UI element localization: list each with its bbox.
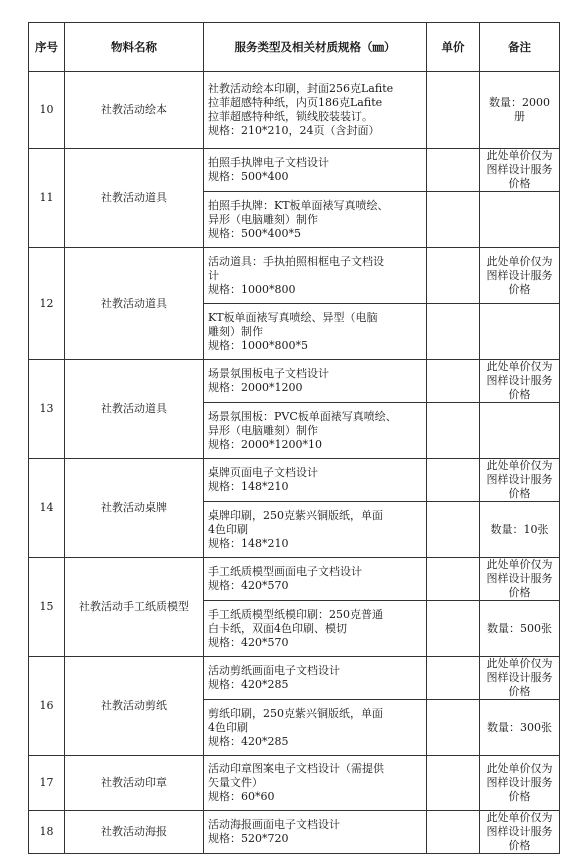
- spec-cell: [204, 192, 427, 248]
- material-name: 社教活动印章: [65, 756, 204, 811]
- spec-line: 场景氛围板电子文档设计: [208, 367, 329, 380]
- price-cell: [427, 403, 480, 459]
- material-name: 社教活动道具: [65, 149, 204, 248]
- spec-cell: [204, 811, 427, 854]
- table-row: [29, 558, 560, 601]
- spec-cell: [204, 657, 427, 700]
- spec-line: 计: [208, 268, 219, 282]
- spec-line: 矢量文件）: [208, 776, 263, 789]
- material-name: 社教活动剪纸: [65, 657, 204, 756]
- table-row: [29, 459, 560, 502]
- remark-cell: 数量：300张: [480, 700, 560, 756]
- material-name: 社教活动绘本: [65, 72, 204, 149]
- price-cell: [427, 558, 480, 601]
- header-price: 单价: [427, 23, 480, 72]
- remark-cell: 数量：10张: [480, 502, 560, 558]
- price-cell: [427, 459, 480, 502]
- price-cell: [427, 304, 480, 360]
- spec-cell: [204, 248, 427, 304]
- spec-cell: [204, 601, 427, 657]
- remark-cell: 此处单价仅为图样设计服务价格: [480, 811, 560, 854]
- price-cell: [427, 700, 480, 756]
- price-cell: [427, 502, 480, 558]
- spec-cell: [204, 149, 427, 192]
- table-row: [29, 811, 560, 854]
- header-row: [29, 23, 560, 72]
- spec-line: 规格：148*210: [208, 536, 289, 550]
- spec-line: 规格：520*720: [208, 832, 289, 845]
- spec-line: 桌牌页面电子文档设计: [208, 466, 318, 479]
- spec-line: 拍照手执牌：KT板单面裱写真喷绘、: [208, 198, 389, 212]
- price-cell: [427, 811, 480, 854]
- table-row: [29, 657, 560, 700]
- spec-cell: [204, 459, 427, 502]
- material-name: 社教活动道具: [65, 360, 204, 459]
- spec-line: 规格：500*400*5: [208, 226, 301, 240]
- remark-cell: 此处单价仅为图样设计服务价格: [480, 248, 560, 304]
- spec-cell: [204, 360, 427, 403]
- header-name: 物料名称: [65, 23, 204, 72]
- price-cell: [427, 192, 480, 248]
- remark-cell: 此处单价仅为图样设计服务价格: [480, 459, 560, 502]
- spec-line: 活动道具：手执拍照相框电子文档设: [208, 254, 384, 268]
- spec-line: 社教活动绘本印刷，封面256克Lafite: [208, 82, 394, 95]
- spec-line: 规格：420*570: [208, 579, 289, 592]
- spec-line: 4色印刷: [208, 720, 248, 734]
- spec-line: 雕刻）制作: [208, 324, 263, 338]
- header-remark: 备注: [480, 23, 560, 72]
- header-spec: 服务类型及相关材质规格（㎜）: [204, 23, 427, 72]
- price-cell: [427, 248, 480, 304]
- spec-line: 规格：2000*1200*10: [208, 437, 322, 451]
- remark-cell: 数量：500张: [480, 601, 560, 657]
- spec-line: 活动印章图案电子文档设计（需提供: [208, 762, 384, 775]
- price-cell: [427, 756, 480, 811]
- row-number: 17: [29, 756, 65, 811]
- price-cell: [427, 72, 480, 149]
- spec-cell: [204, 700, 427, 756]
- spec-cell: [204, 756, 427, 811]
- remark-cell: [480, 304, 560, 360]
- row-number: 13: [29, 360, 65, 459]
- spec-line: 桌牌印刷，250克紫兴铜版纸，单面: [208, 508, 383, 522]
- header-seq: 序号: [29, 23, 65, 72]
- spec-line: 规格：420*285: [208, 734, 289, 748]
- row-number: 14: [29, 459, 65, 558]
- remark-cell: [480, 192, 560, 248]
- spec-line: 规格：420*570: [208, 635, 289, 649]
- spec-line: 异形（电脑雕刻）制作: [208, 212, 318, 226]
- material-name: 社教活动道具: [65, 248, 204, 360]
- row-number: 16: [29, 657, 65, 756]
- spec-line: 活动海报画面电子文档设计: [208, 818, 340, 831]
- row-number: 11: [29, 149, 65, 248]
- spec-line: 异形（电脑雕刻）制作: [208, 423, 318, 437]
- spec-cell: [204, 72, 427, 149]
- spec-line: 手工纸质模型纸模印刷：250克普通: [208, 607, 383, 621]
- remark-cell: 此处单价仅为图样设计服务价格: [480, 149, 560, 192]
- spec-line: 拉菲超感特种纸，锁线胶装装订。: [208, 110, 373, 123]
- spec-line: 剪纸印刷，250克紫兴铜版纸，单面: [208, 706, 383, 720]
- spec-line: 规格：148*210: [208, 480, 289, 493]
- spec-line: 规格：1000*800: [208, 282, 296, 296]
- spec-line: 拍照手执牌电子文档设计: [208, 156, 329, 169]
- price-cell: [427, 360, 480, 403]
- spec-cell: [204, 403, 427, 459]
- row-number: 12: [29, 248, 65, 360]
- spec-cell: [204, 304, 427, 360]
- spec-line: 白卡纸，双面4色印刷、模切: [208, 621, 347, 635]
- spec-line: 场景氛围板：PVC板单面裱写真喷绘、: [208, 409, 397, 423]
- spec-line: 规格：2000*1200: [208, 381, 303, 394]
- spec-line: KT板单面裱写真喷绘、异型（电脑: [208, 310, 378, 324]
- row-number: 10: [29, 72, 65, 149]
- row-number: 15: [29, 558, 65, 657]
- material-name: 社教活动海报: [65, 811, 204, 854]
- spec-line: 规格：420*285: [208, 678, 289, 691]
- price-cell: [427, 149, 480, 192]
- table-row: [29, 149, 560, 192]
- table-row: [29, 72, 560, 149]
- remark-cell: [480, 403, 560, 459]
- spec-line: 拉菲超感特种纸，内页186克Lafite: [208, 96, 383, 109]
- material-name: 社教活动桌牌: [65, 459, 204, 558]
- spec-line: 规格：500*400: [208, 170, 289, 183]
- remark-cell: 此处单价仅为图样设计服务价格: [480, 360, 560, 403]
- price-cell: [427, 657, 480, 700]
- spec-line: 手工纸质模型画面电子文档设计: [208, 565, 362, 578]
- remark-cell: 数量：2000册: [480, 72, 560, 149]
- table-row: [29, 360, 560, 403]
- spec-cell: [204, 558, 427, 601]
- materials-table: [28, 22, 560, 854]
- spec-line: 4色印刷: [208, 522, 248, 536]
- spec-cell: [204, 502, 427, 558]
- table-row: [29, 248, 560, 304]
- price-cell: [427, 601, 480, 657]
- remark-cell: 此处单价仅为图样设计服务价格: [480, 657, 560, 700]
- row-number: 18: [29, 811, 65, 854]
- remark-cell: 此处单价仅为图样设计服务价格: [480, 756, 560, 811]
- spec-line: 活动剪纸画面电子文档设计: [208, 664, 340, 677]
- spec-line: 规格：60*60: [208, 790, 275, 803]
- spec-line: 规格：1000*800*5: [208, 338, 308, 352]
- remark-cell: 此处单价仅为图样设计服务价格: [480, 558, 560, 601]
- table-row: [29, 756, 560, 811]
- table-body: [29, 72, 560, 854]
- spec-line: 规格：210*210，24页（含封面）: [208, 124, 380, 137]
- material-name: 社教活动手工纸质模型: [65, 558, 204, 657]
